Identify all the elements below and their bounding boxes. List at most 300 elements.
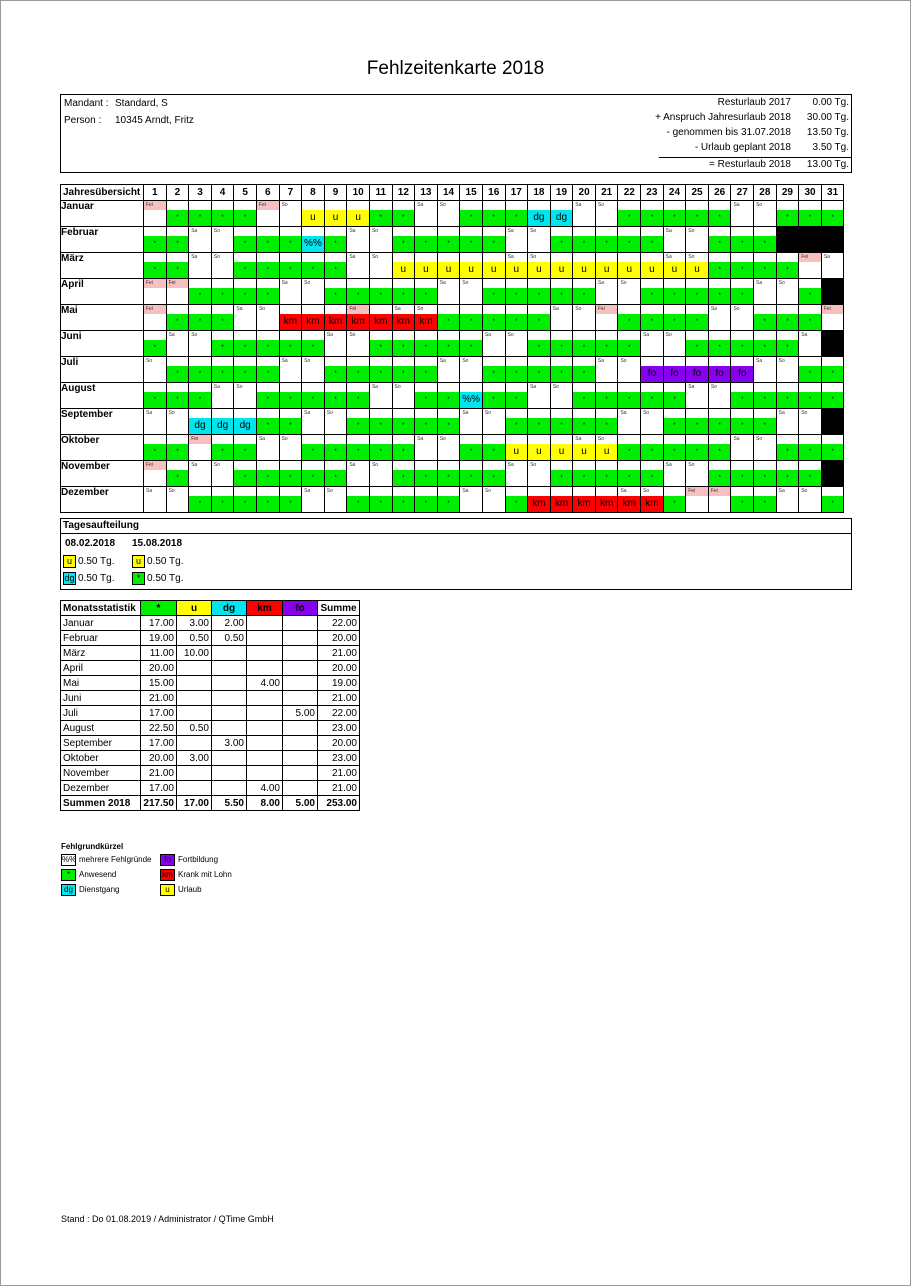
weekday-mark: Sa [507,254,514,260]
day-cell [776,331,799,357]
absence-code: * [709,262,731,278]
legend-item [61,868,116,882]
statistics-value [212,766,247,781]
weekday-mark [641,253,663,262]
absence-code: u [596,262,618,278]
absence-code: * [460,470,482,486]
absence-code: * [212,444,234,460]
day-cell [731,435,754,461]
weekday-mark: Sa [507,228,514,234]
day-cell [708,227,731,253]
day-cell [821,201,844,227]
day-cell [211,253,234,279]
day-cell [641,201,664,227]
weekday-mark [144,383,166,392]
absence-code: * [731,236,753,252]
day-cell [211,383,234,409]
day-cell [211,305,234,331]
absence-code: * [167,210,189,226]
absence-code: km [370,314,392,330]
weekday-mark [189,357,211,366]
weekday-mark [415,331,437,340]
absence-code: km [551,496,573,512]
absence-code: * [325,366,347,382]
day-cell [641,305,664,331]
day-cell [189,383,212,409]
absence-code: * [234,210,256,226]
weekday-mark [302,305,324,314]
weekday-mark [415,253,437,262]
absence-code: u [393,262,415,278]
absence-code: u [302,210,324,226]
day-cell [573,279,596,305]
day-cell [641,253,664,279]
absence-code: * [144,262,166,278]
day-cell [256,279,279,305]
day-cell [482,227,505,253]
weekday-mark [618,253,640,262]
weekday-mark [347,409,369,418]
day-cell [754,383,777,409]
day-cell [189,279,212,305]
statistics-month: Mai [61,676,141,691]
day-cell [189,435,212,461]
day-cell [392,383,415,409]
day-cell [256,383,279,409]
day-header: 25 [686,185,709,201]
legend-item [160,883,202,897]
absence-code: * [347,392,369,408]
weekday-mark: So [756,202,763,208]
absence-code: * [641,236,663,252]
weekday-mark: So [371,254,379,260]
day-cell [460,201,483,227]
weekday-mark: So [168,410,175,416]
weekday-mark: So [371,228,379,234]
statistics-value: 20.00 [141,751,177,766]
absence-code: * [167,236,189,252]
weekday-mark [664,435,686,444]
weekday-mark [234,201,256,210]
weekday-mark [551,487,573,496]
weekday-mark [799,279,821,288]
day-cell [799,305,822,331]
day-cell [731,279,754,305]
day-cell [663,305,686,331]
statistics-value [212,676,247,691]
absence-code: %% [460,392,482,408]
day-cell [234,305,257,331]
statistics-month: September [61,736,141,751]
absence-code: u [325,210,347,226]
absence-code: * [167,262,189,278]
invalid-day [822,331,844,356]
weekday-mark [618,227,640,236]
day-cell [256,409,279,435]
weekday-mark: Sa [439,358,446,364]
month-row [61,201,844,227]
weekday-mark: So [462,280,469,286]
weekday-mark: Sa [304,410,311,416]
absence-code: * [257,236,279,252]
day-cell [595,227,618,253]
day-cell [211,409,234,435]
weekday-mark [664,201,686,210]
day-cell [392,279,415,305]
absence-code: %% [302,236,324,252]
day-cell [686,331,709,357]
balance-row: - Urlaub geplant 2018 3.50 Tg. [694,142,849,153]
day-cell [754,487,777,513]
absence-code: * [370,366,392,382]
absence-code: * [347,288,369,304]
weekday-mark [822,487,844,496]
weekday-mark [506,435,528,444]
day-cell [144,331,167,357]
absence-code: * [506,210,528,226]
day-cell [482,357,505,383]
day-header: 5 [234,185,257,201]
absence-code: dg [528,210,550,226]
day-cell [550,279,573,305]
statistics-value: 23.00 [318,721,360,736]
absence-code: * [393,470,415,486]
weekday-mark [460,201,482,210]
weekday-mark: Sa [417,436,424,442]
statistics-value: 17.00 [141,736,177,751]
day-cell [528,201,551,227]
absence-code: * [573,470,595,486]
day-cell [550,435,573,461]
statistics-value [247,661,283,676]
day-cell [302,201,325,227]
day-cell [347,435,370,461]
weekday-mark [280,227,302,236]
invalid-day [799,227,821,252]
day-header: 2 [166,185,189,201]
statistics-value [283,766,318,781]
absence-code: * [709,340,731,356]
weekday-mark [799,461,821,470]
day-cell [821,357,844,383]
weekday-mark: Sa [620,488,627,494]
weekday-mark: Sa [575,202,582,208]
day-cell [595,331,618,357]
split-entry [132,572,184,586]
day-cell [437,253,460,279]
day-cell [776,253,799,279]
day-cell [166,409,189,435]
day-cell [618,383,641,409]
absence-code: * [483,444,505,460]
weekday-mark [641,435,663,444]
absence-code: km [618,496,640,512]
day-header: 15 [460,185,483,201]
weekday-mark [460,227,482,236]
day-cell [302,279,325,305]
weekday-mark [596,383,618,392]
statistics-value [283,691,318,706]
day-cell [708,435,731,461]
day-cell [550,357,573,383]
absence-code: * [799,470,821,486]
weekday-mark [257,331,279,340]
absence-code: * [799,314,821,330]
day-cell [618,305,641,331]
weekday-mark [709,435,731,444]
weekday-mark [822,357,844,366]
day-cell [731,227,754,253]
statistics-value [283,751,318,766]
day-cell [302,461,325,487]
weekday-mark: Fei [167,279,189,288]
absence-code: dg [551,210,573,226]
weekday-mark [664,383,686,392]
day-cell [144,227,167,253]
weekday-mark [596,461,618,470]
split-code-swatch: u [132,555,145,568]
weekday-mark [280,331,302,340]
day-header: 6 [256,185,279,201]
day-cell [256,253,279,279]
absence-code: * [415,340,437,356]
statistics-value: 21.00 [318,781,360,796]
day-cell [528,253,551,279]
day-cell [595,305,618,331]
weekday-mark [438,461,460,470]
absence-code: * [393,236,415,252]
weekday-mark [777,201,799,210]
day-cell [437,409,460,435]
statistics-month: Juli [61,706,141,721]
weekday-mark: Sa [643,332,650,338]
weekday-mark [460,435,482,444]
statistics-header-row [61,601,360,616]
weekday-mark: Sa [597,358,604,364]
day-cell [234,357,257,383]
month-label: März [61,253,144,279]
weekday-mark [799,201,821,210]
weekday-mark: So [756,436,763,442]
absence-code: u [573,444,595,460]
weekday-mark [167,253,189,262]
weekday-mark: So [484,410,492,416]
weekday-mark [731,461,753,470]
weekday-mark [506,357,528,366]
absence-code: * [325,470,347,486]
day-cell [369,279,392,305]
day-cell [528,331,551,357]
weekday-mark [551,253,573,262]
day-cell [279,487,302,513]
absence-code: * [777,210,799,226]
weekday-mark [415,487,437,496]
statistics-sum-row [61,796,360,811]
legend-item [160,853,218,867]
statistics-value: 15.00 [141,676,177,691]
weekday-mark [528,435,550,444]
day-cell [550,461,573,487]
weekday-mark [280,383,302,392]
split-entry [132,555,184,569]
weekday-mark [325,227,347,236]
day-cell [799,435,822,461]
day-cell [211,461,234,487]
day-cell [302,409,325,435]
day-cell [302,227,325,253]
absence-code: fo [709,366,731,382]
day-cell [731,383,754,409]
day-cell [754,227,777,253]
absence-code: * [483,366,505,382]
absence-code: * [144,236,166,252]
day-cell [415,383,438,409]
day-cell [279,383,302,409]
weekday-mark [573,227,595,236]
absence-code: * [212,288,234,304]
absence-code: * [777,470,799,486]
weekday-mark [528,409,550,418]
weekday-mark: Sa [258,436,266,442]
weekday-mark [460,305,482,314]
legend-swatch: km [160,869,175,881]
weekday-mark [393,461,415,470]
day-cell [821,487,844,513]
weekday-mark [618,435,640,444]
absence-code: fo [686,366,708,382]
weekday-mark [822,383,844,392]
statistics-value: 20.00 [318,736,360,751]
absence-code: * [528,366,550,382]
day-cell [324,487,347,513]
weekday-mark [686,305,708,314]
weekday-mark: Sa [439,280,446,286]
day-cell [573,357,596,383]
absence-code: * [664,210,686,226]
weekday-mark: Sa [281,280,288,286]
absence-code: km [596,496,618,512]
statistics-value [283,616,318,631]
weekday-mark: Sa [507,462,514,468]
absence-code: * [551,366,573,382]
day-cell [776,383,799,409]
weekday-mark: Sa [688,384,695,390]
weekday-mark [754,487,776,496]
weekday-mark [596,227,618,236]
day-cell [595,461,618,487]
absence-code: * [415,496,437,512]
weekday-mark [618,461,640,470]
day-cell [392,487,415,513]
weekday-mark [506,279,528,288]
weekday-mark [189,383,211,392]
day-cell [686,461,709,487]
day-cell [211,227,234,253]
day-cell [460,227,483,253]
weekday-mark: So [281,436,288,442]
absence-code: * [777,340,799,356]
absence-code: * [234,366,256,382]
weekday-mark: So [349,332,356,338]
day-cell [256,331,279,357]
weekday-mark: So [801,410,808,416]
day-cell [279,279,302,305]
day-cell [279,253,302,279]
day-header: 4 [211,185,234,201]
day-cell [708,331,731,357]
weekday-mark: Sa [191,228,198,234]
absence-code: * [393,366,415,382]
day-cell [189,357,212,383]
statistics-value: 3.00 [177,751,212,766]
absence-code: * [347,418,369,434]
split-code-swatch: dg [64,573,75,583]
statistics-value [212,661,247,676]
weekday-mark: Fei [347,305,369,314]
absence-code: * [325,288,347,304]
statistics-value: 11.00 [141,646,177,661]
day-header: 11 [369,185,392,201]
day-cell [573,383,596,409]
statistics-month: August [61,721,141,736]
weekday-mark: Sa [710,306,717,312]
day-cell [460,305,483,331]
absence-code: * [280,392,302,408]
day-cell [482,331,505,357]
weekday-mark: So [439,202,446,208]
absence-code: * [257,470,279,486]
statistics-value [177,766,212,781]
absence-code: * [731,392,753,408]
weekday-mark [280,305,302,314]
absence-code: * [596,392,618,408]
day-cell [369,487,392,513]
weekday-mark [302,435,324,444]
absence-code: u [347,210,369,226]
day-cell [324,331,347,357]
weekday-mark: So [643,410,650,416]
weekday-mark: So [665,332,672,338]
split-date: 08.02.2018 [65,538,116,549]
split-value: 0.50 Tg. [78,573,115,584]
day-cell [166,201,189,227]
weekday-mark [731,253,753,262]
day-cell [641,331,664,357]
legend-label: Dienstgang [79,885,120,895]
statistics-value [283,631,318,646]
day-cell [528,383,551,409]
day-cell [324,409,347,435]
day-cell [821,383,844,409]
day-cell [482,201,505,227]
weekday-mark [212,409,234,418]
day-cell [776,461,799,487]
day-cell [144,357,167,383]
weekday-mark [189,305,211,314]
weekday-mark [618,331,640,340]
day-cell [799,383,822,409]
weekday-mark: So [236,384,243,390]
day-cell [821,435,844,461]
absence-code: * [280,236,302,252]
weekday-mark: Fei [144,305,166,314]
absence-code: km [573,496,595,512]
day-cell [392,331,415,357]
day-cell [663,435,686,461]
day-cell [302,357,325,383]
weekday-mark: So [620,358,627,364]
absence-code: * [506,314,528,330]
